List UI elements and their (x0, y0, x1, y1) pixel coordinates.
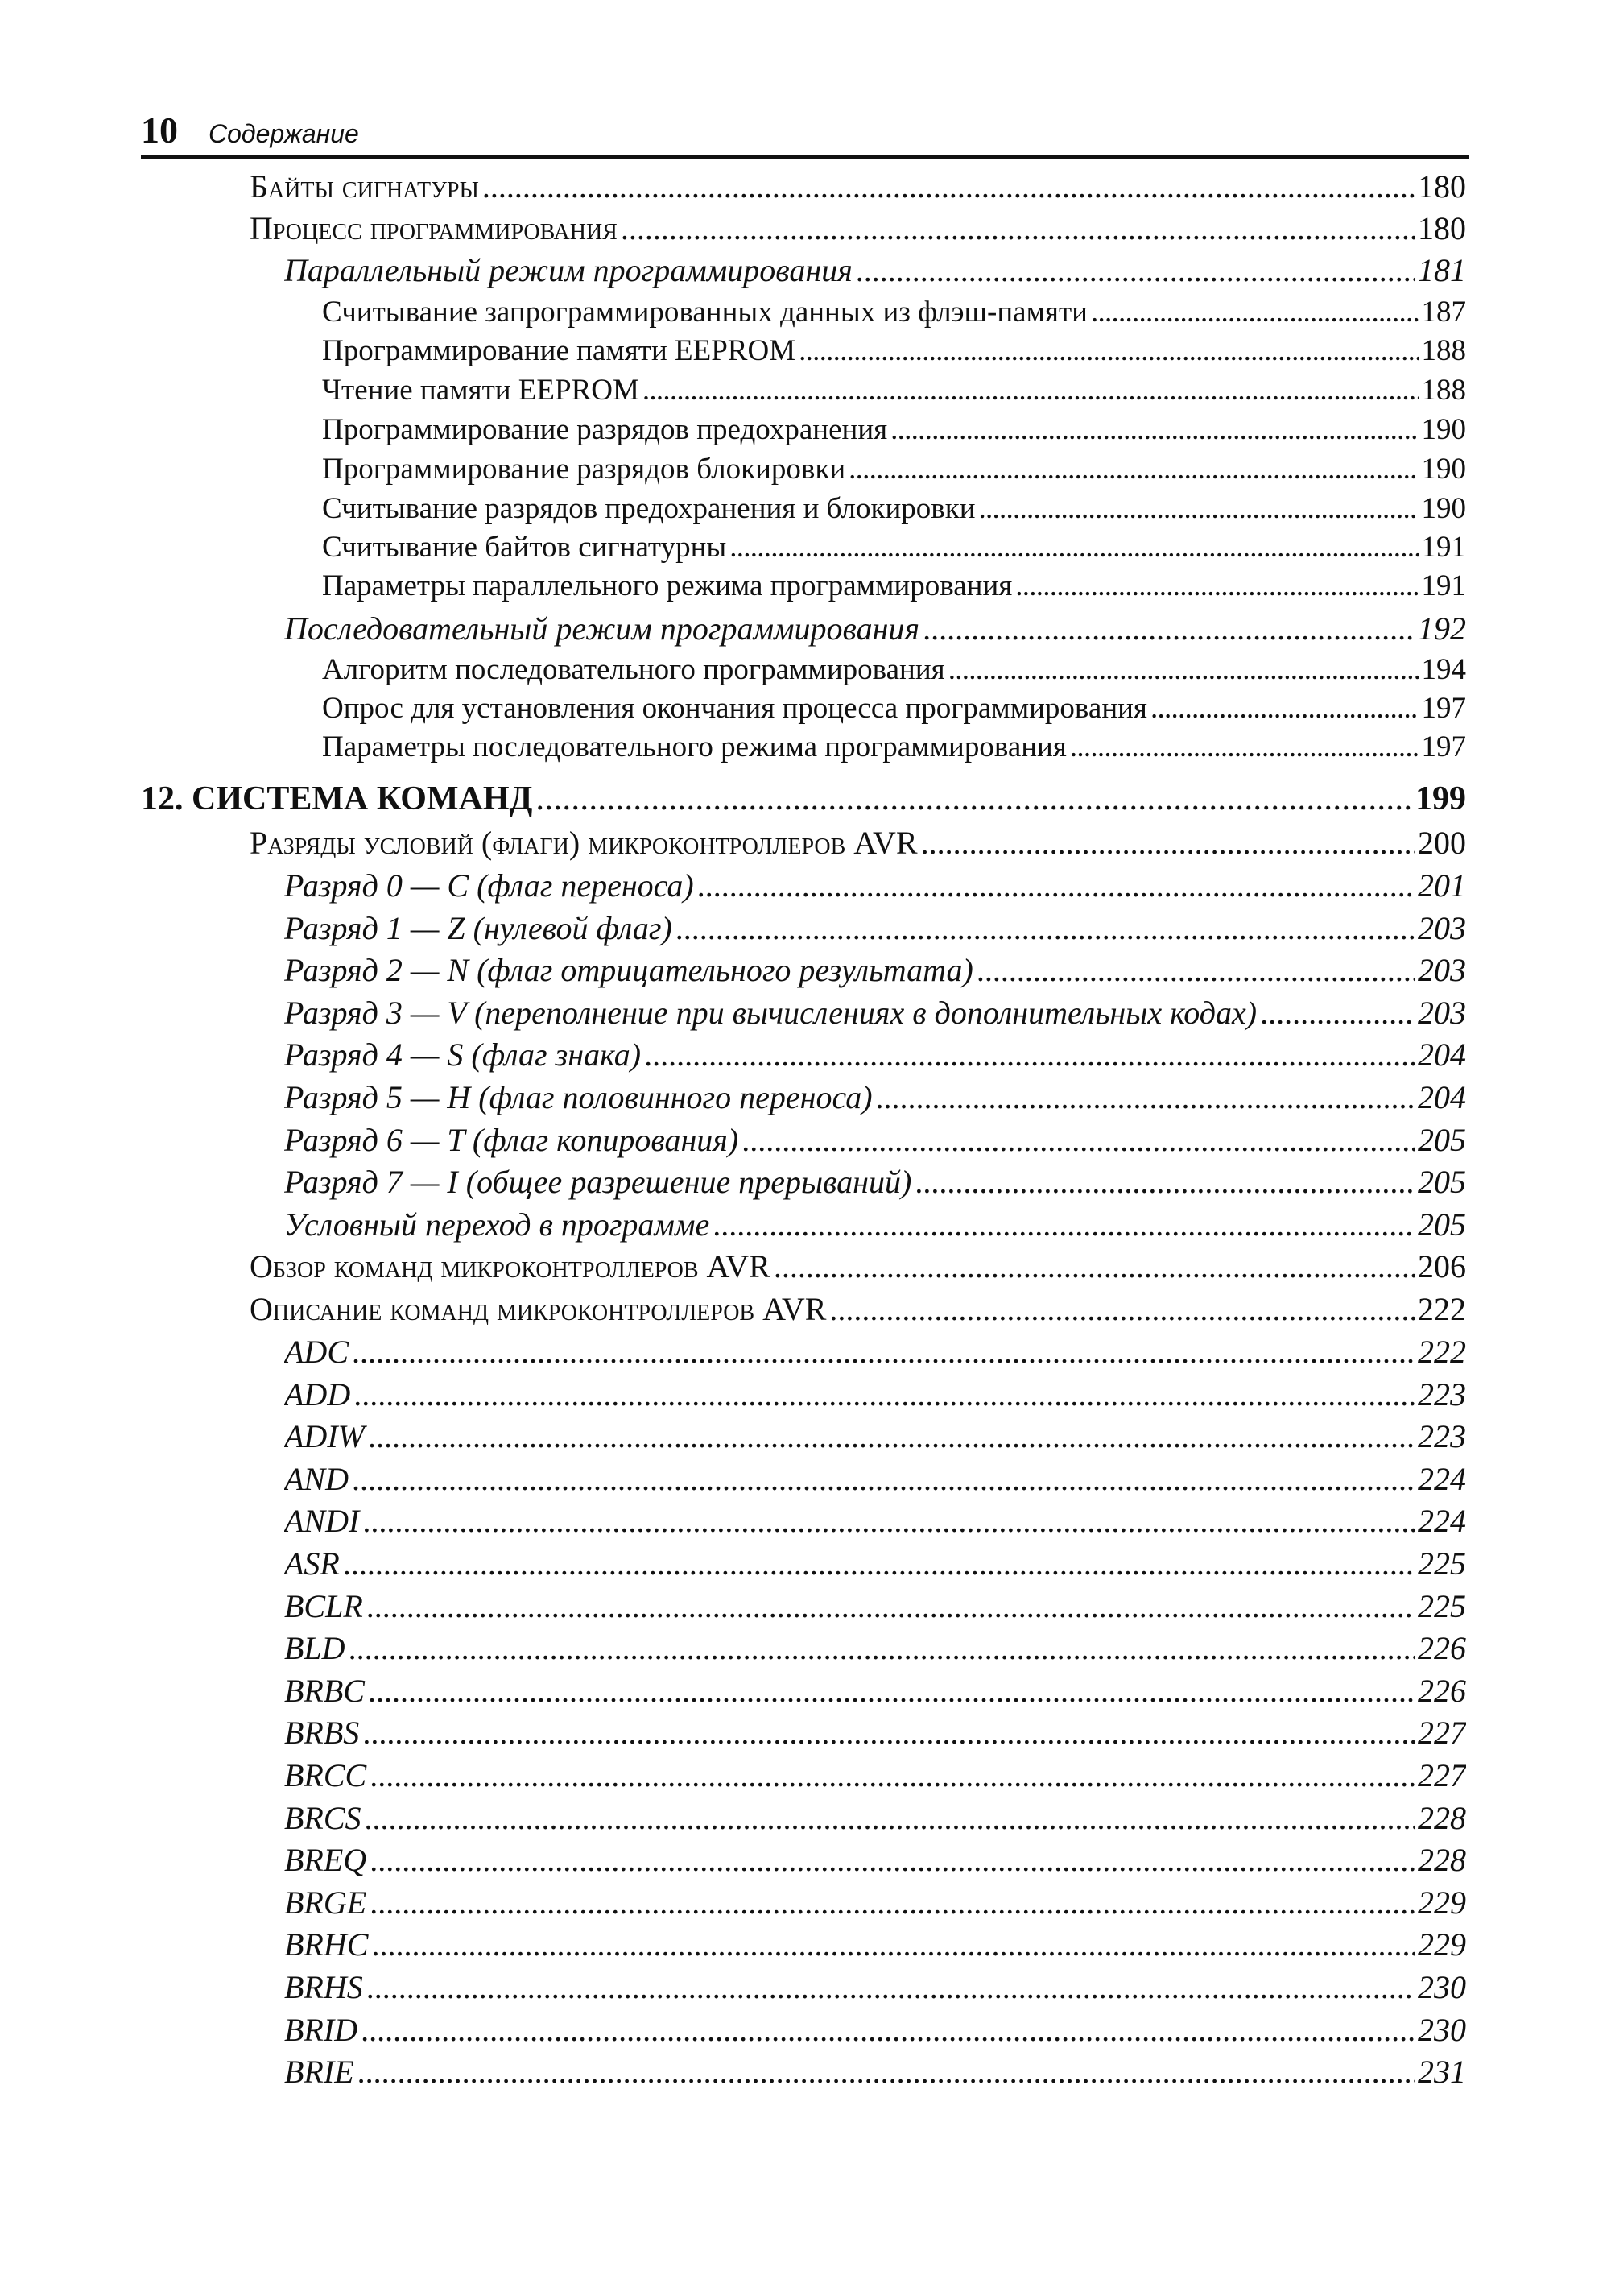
toc-entry-title: Условный переход в программе (284, 1206, 710, 1243)
toc-entry (322, 530, 1466, 569)
toc-entry-title: BRID (284, 2012, 358, 2048)
toc-entry (250, 824, 1466, 866)
toc-entry-title: Программирование разрядов блокировки (322, 453, 846, 486)
toc-entry-title: Разряд 4 — S (флаг знака) (284, 1036, 642, 1073)
toc-entry (284, 1714, 1466, 1756)
toc-entry-title: BRGE (284, 1884, 367, 1921)
toc-entry-page: 205 (1418, 1164, 1466, 1200)
toc-entry (284, 1376, 1466, 1417)
toc-entry-title: BRCC (284, 1757, 367, 1793)
toc-leader-dots (366, 1968, 1415, 2006)
toc-entry-title: Разряд 7 — I (общее разрешение прерываний) (284, 1164, 912, 1200)
toc-entry-page: 201 (1418, 867, 1466, 904)
toc-entry-page: 224 (1418, 1503, 1466, 1539)
toc-entry-title: Параметры параллельного режима программирования (322, 569, 1013, 602)
toc-leader-dots (370, 1841, 1415, 1879)
toc-entry (322, 730, 1466, 768)
toc-entry-page: 226 (1418, 1673, 1466, 1709)
toc-entry (284, 1333, 1466, 1375)
toc-entry-page: 191 (1421, 531, 1466, 564)
toc-entry (284, 909, 1466, 951)
toc-entry-page: 227 (1418, 1757, 1466, 1793)
toc-leader-dots (979, 491, 1419, 526)
page-number: 10 (141, 110, 178, 151)
toc-leader-dots (642, 373, 1419, 407)
toc-leader-dots (343, 1545, 1415, 1582)
toc-entry (250, 1247, 1466, 1289)
toc-entry (284, 1460, 1466, 1502)
toc-entry-title: ADD (284, 1376, 351, 1413)
toc-entry-page: 190 (1421, 413, 1466, 446)
toc-entry (284, 1206, 1466, 1247)
toc-entry (284, 2053, 1466, 2095)
toc-entry (322, 295, 1466, 333)
toc-entry-title: BRHS (284, 1969, 363, 2005)
toc-entry (284, 1629, 1466, 1671)
toc-entry-page: 181 (1418, 252, 1466, 288)
toc-entry-page: 224 (1418, 1461, 1466, 1497)
toc-entry-title: Считывание запрограммированных данных из флэш-памяти (322, 296, 1088, 329)
toc-entry-page: 199 (1415, 780, 1466, 817)
toc-leader-dots (371, 1926, 1415, 1963)
toc-leader-dots (1015, 569, 1418, 603)
toc-entry-page: 228 (1418, 1800, 1466, 1836)
toc-entry (284, 1756, 1466, 1798)
toc-entry-title: Параметры последовательного режима программирования (322, 730, 1067, 763)
toc-leader-dots (352, 1460, 1415, 1498)
toc-leader-dots (368, 1672, 1415, 1710)
toc-leader-dots (890, 412, 1418, 447)
toc-entry-page: 197 (1421, 692, 1466, 725)
toc-entry-title: BRIE (284, 2054, 354, 2090)
toc-entry (322, 412, 1466, 451)
toc-leader-dots (368, 1417, 1415, 1455)
toc-entry-page: 192 (1418, 610, 1466, 647)
toc-entry-page: 225 (1418, 1545, 1466, 1582)
running-title: Содержание (209, 119, 359, 148)
toc-entry-page: 223 (1418, 1376, 1466, 1413)
toc-leader-dots (713, 1206, 1415, 1243)
toc-leader-dots (482, 168, 1415, 205)
toc-entry-title: AND (284, 1461, 349, 1497)
toc-entry-title: Алгоритм последовательного программирования (322, 653, 945, 686)
toc-entry (284, 1799, 1466, 1841)
toc-leader-dots (915, 1163, 1415, 1201)
toc-entry (284, 1672, 1466, 1714)
toc-entry-title: Разряд 3 — V (переполнение при вычислениях в дополнительных кодах) (284, 995, 1258, 1031)
toc-entry-title: Последовательный режим программирования (284, 610, 920, 647)
toc-entry-page: 226 (1418, 1630, 1466, 1666)
toc-leader-dots (697, 867, 1415, 904)
toc-entry (322, 452, 1466, 490)
toc-entry-title: Считывание байтов сигнатурны (322, 531, 727, 564)
toc-entry-title: Программирование разрядов предохранения (322, 413, 888, 446)
toc-entry (284, 1163, 1466, 1205)
toc-entry (284, 2011, 1466, 2053)
toc-leader-dots (977, 951, 1415, 989)
toc-entry-page: 229 (1418, 1884, 1466, 1921)
toc-entry-page: 180 (1418, 210, 1466, 246)
toc-leader-dots (362, 1502, 1415, 1540)
toc-entry-title: ANDI (284, 1503, 360, 1539)
toc-entry-title: BCLR (284, 1588, 363, 1624)
toc-leader-dots (948, 652, 1419, 687)
toc-entry-title: BRCS (284, 1800, 361, 1836)
toc-entry (284, 951, 1466, 993)
toc-leader-dots (774, 1247, 1415, 1285)
toc-entry-page: 200 (1418, 825, 1466, 861)
toc-entry (284, 1545, 1466, 1587)
toc-entry-page: 205 (1418, 1122, 1466, 1158)
toc-leader-dots (361, 2011, 1415, 2049)
toc-entry (284, 1884, 1466, 1926)
toc-entry (284, 1587, 1466, 1629)
toc-entry-title: Обзор команд микроконтроллеров AVR (250, 1248, 770, 1285)
toc-entry-page: 203 (1418, 952, 1466, 988)
toc-entry-title: ADC (284, 1334, 349, 1370)
toc-entry-title: Разряд 0 — C (флаг переноса) (284, 867, 694, 904)
toc-leader-dots (366, 1587, 1415, 1625)
toc-leader-dots (535, 780, 1412, 818)
toc-leader-dots (856, 251, 1415, 289)
toc-entry-title: BRHC (284, 1926, 369, 1963)
toc-entry-title: Описание команд микроконтроллеров AVR (250, 1291, 827, 1327)
toc-entry-title: Разряд 2 — N (флаг отрицательного результата) (284, 952, 973, 988)
toc-entry-page: 229 (1418, 1926, 1466, 1963)
toc-leader-dots (675, 909, 1415, 947)
toc-leader-dots (921, 824, 1415, 862)
toc-entry-page: 197 (1421, 730, 1466, 763)
toc-leader-dots (729, 530, 1418, 565)
toc-entry (284, 1078, 1466, 1120)
toc-leader-dots (1260, 994, 1415, 1032)
toc-entry (284, 994, 1466, 1036)
toc-entry-title: ADIW (284, 1418, 365, 1454)
toc-entry-title: Программирование памяти EEPROM (322, 334, 796, 367)
toc-entry-title: BRBS (284, 1715, 360, 1751)
toc-entry-title: Разряд 6 — T (флаг копирования) (284, 1122, 739, 1158)
toc-entry-title: Считывание разрядов предохранения и блокировки (322, 492, 976, 525)
toc-leader-dots (799, 333, 1418, 368)
toc-leader-dots (829, 1290, 1415, 1328)
toc-entry-page: 194 (1421, 653, 1466, 686)
toc-entry-page: 222 (1418, 1334, 1466, 1370)
toc-entry-title: ASR (284, 1545, 340, 1582)
toc-entry-title: BRBC (284, 1673, 365, 1709)
toc-entry-page: 180 (1418, 168, 1466, 205)
toc-entry (284, 1036, 1466, 1078)
toc-leader-dots (357, 2053, 1415, 2091)
toc-entry-page: 231 (1418, 2054, 1466, 2090)
toc-entry-title: BREQ (284, 1842, 367, 1878)
toc-entry (284, 867, 1466, 908)
toc-entry-title: Чтение памяти EEPROM (322, 374, 639, 407)
toc-leader-dots (1070, 730, 1419, 764)
toc-entry (284, 1926, 1466, 1967)
toc-entry-page: 206 (1418, 1248, 1466, 1285)
toc-leader-dots (370, 1884, 1415, 1922)
toc-entry-page: 203 (1418, 910, 1466, 946)
toc-entry (322, 569, 1466, 607)
toc-entry (322, 691, 1466, 730)
toc-leader-dots (353, 1376, 1415, 1413)
toc-entry-page: 227 (1418, 1715, 1466, 1751)
toc-leader-dots (1091, 295, 1419, 329)
toc-entry-title: Байты сигнатуры (250, 168, 479, 205)
toc-entry (322, 333, 1466, 372)
toc-leader-dots (362, 1714, 1415, 1752)
toc-entry (322, 652, 1466, 691)
toc-leader-dots (644, 1036, 1415, 1074)
toc-leader-dots (923, 610, 1415, 647)
toc-entry-page: 222 (1418, 1291, 1466, 1327)
toc-leader-dots (1150, 691, 1419, 726)
toc-entry-title: BLD (284, 1630, 345, 1666)
toc-entry (284, 610, 1466, 652)
toc-leader-dots (876, 1078, 1415, 1116)
toc-entry (284, 1841, 1466, 1883)
toc-leader-dots (370, 1756, 1415, 1794)
toc-leader-dots (349, 1629, 1415, 1667)
toc-entry-page: 230 (1418, 2012, 1466, 2048)
toc-entry-page: 188 (1421, 374, 1466, 407)
toc-leader-dots (352, 1333, 1415, 1371)
toc-entry-title: 12. СИСТЕМА КОМАНД (141, 780, 533, 817)
toc-entry-page: 191 (1421, 569, 1466, 602)
toc-entry-title: Опрос для установления окончания процесса программирования (322, 692, 1147, 725)
toc-entry (284, 1121, 1466, 1163)
toc-entry-page: 190 (1421, 492, 1466, 525)
toc-entry-title: Разряды условий (флаги) микроконтроллеров AVR (250, 825, 918, 861)
toc-entry (284, 1417, 1466, 1459)
toc-entry-page: 204 (1418, 1079, 1466, 1115)
toc-entry (284, 251, 1466, 293)
toc-leader-dots (365, 1799, 1415, 1837)
toc-entry-title: Параллельный режим программирования (284, 252, 853, 288)
toc-entry (284, 1502, 1466, 1544)
toc-entry-page: 230 (1418, 1969, 1466, 2005)
toc-leader-dots (741, 1121, 1415, 1159)
toc-entry-page: 190 (1421, 453, 1466, 486)
toc-entry (250, 168, 1466, 209)
toc-entry-page: 228 (1418, 1842, 1466, 1878)
toc-entry-page: 205 (1418, 1206, 1466, 1243)
toc-leader-dots (621, 209, 1415, 247)
toc-entry-title: Разряд 1 — Z (нулевой флаг) (284, 910, 672, 946)
toc-entry-page: 223 (1418, 1418, 1466, 1454)
toc-entry-title: Разряд 5 — H (флаг половинного переноса) (284, 1079, 873, 1115)
toc-entry (250, 209, 1466, 251)
toc-entry-page: 188 (1421, 334, 1466, 367)
toc-entry-title: Процесс программирования (250, 210, 618, 246)
toc-entry (141, 780, 1466, 825)
toc-entry (322, 373, 1466, 412)
toc-leader-dots (849, 452, 1418, 486)
toc-entry (250, 1290, 1466, 1332)
toc-entry (322, 491, 1466, 530)
toc-entry-page: 204 (1418, 1036, 1466, 1073)
toc-entry-page: 187 (1421, 296, 1466, 329)
toc-entry-page: 225 (1418, 1588, 1466, 1624)
toc-entry-page: 203 (1418, 995, 1466, 1031)
toc-entry (284, 1968, 1466, 2010)
